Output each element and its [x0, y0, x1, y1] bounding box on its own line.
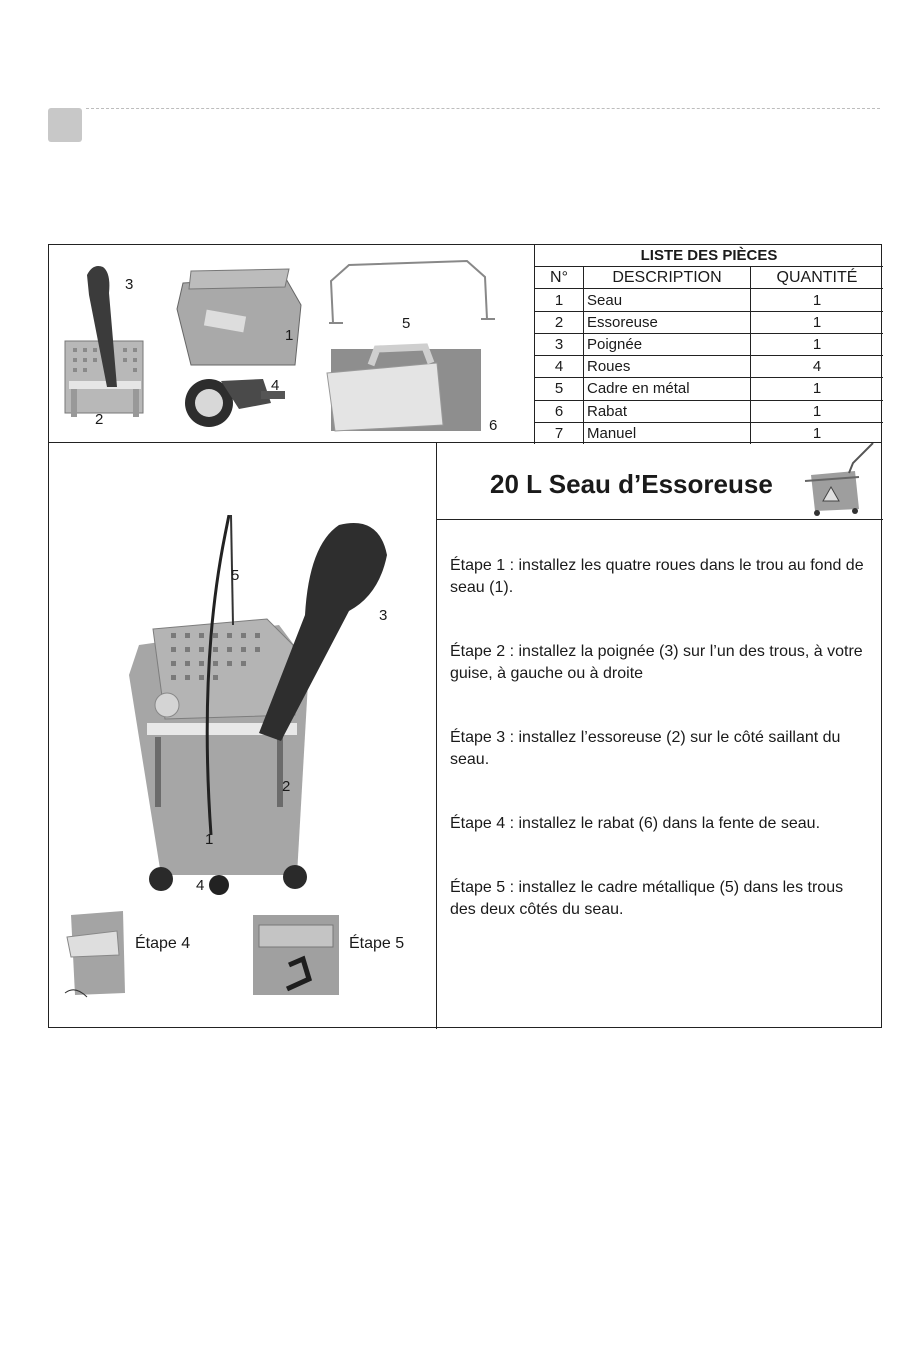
table-row	[535, 378, 884, 400]
table-row	[535, 356, 884, 378]
parts-illustrations	[53, 253, 523, 439]
step-3-text: Étape 3 : installez l’essoreuse (2) sur le côté saillant du seau.	[450, 729, 841, 768]
table-row	[535, 400, 884, 422]
step-4-text: Étape 4 : installez le rabat (6) dans la fente de seau.	[450, 815, 821, 832]
row-number: 3	[535, 333, 584, 355]
row-quantity: 1	[751, 378, 884, 400]
col-header-number: N°	[535, 267, 584, 289]
row-description: Rabat	[584, 400, 751, 422]
row-number: 7	[535, 422, 584, 444]
header-divider	[86, 108, 880, 109]
step-2-text: Étape 2 : installez la poignée (3) sur l’un des trous, à votre guise, à gauche ou à droite	[450, 643, 863, 682]
part-label-wringer: 2	[95, 411, 104, 428]
part-label-bucket: 1	[285, 327, 294, 344]
row-description: Roues	[584, 356, 751, 378]
step-4-image	[63, 911, 129, 999]
table-row	[535, 311, 884, 333]
row-number: 5	[535, 378, 584, 400]
part-label-frame: 5	[402, 315, 411, 332]
section-marker	[48, 108, 82, 142]
title-divider	[437, 519, 883, 520]
row-quantity: 1	[751, 333, 884, 355]
row-quantity: 1	[751, 289, 884, 311]
table-row	[535, 289, 884, 311]
step-1-text: Étape 1 : installez les quatre roues dans le trou au fond de seau (1).	[450, 557, 864, 596]
assembly-label-handle: 3	[379, 607, 388, 624]
parts-list-title: LISTE DES PIÈCES	[535, 245, 884, 267]
product-thumbnail	[801, 443, 881, 517]
col-header-description: DESCRIPTION	[584, 267, 751, 289]
assembly-label-wheel: 4	[196, 877, 205, 894]
steps-column-divider	[436, 442, 437, 1029]
step-4-caption: Étape 4	[135, 935, 191, 952]
col-header-quantity: QUANTITÉ	[751, 267, 884, 289]
table-row	[535, 333, 884, 355]
step-5-text: Étape 5 : installez le cadre métallique (5) dans les trous des deux côtés du seau.	[450, 879, 844, 918]
parts-list-table	[534, 245, 883, 444]
part-label-flap: 6	[489, 417, 498, 434]
row-quantity: 1	[751, 311, 884, 333]
step-5-caption: Étape 5	[349, 935, 405, 952]
assembly-label-bucket: 1	[205, 831, 214, 848]
table-row	[535, 422, 884, 444]
row-number: 4	[535, 356, 584, 378]
assembly-label-wringer: 2	[282, 778, 291, 795]
row-description: Manuel	[584, 422, 751, 444]
instruction-sheet	[48, 244, 882, 1028]
bucket-part-image	[177, 269, 301, 365]
row-description: Poignée	[584, 333, 751, 355]
step-5-image	[253, 915, 339, 995]
row-number: 1	[535, 289, 584, 311]
part-label-wheel: 4	[271, 377, 280, 394]
metal-frame-part-image	[331, 261, 487, 323]
product-title: 20 L Seau d’Essoreuse	[490, 469, 773, 499]
row-quantity: 1	[751, 400, 884, 422]
row-quantity: 4	[751, 356, 884, 378]
row-description: Seau	[584, 289, 751, 311]
assembly-label-frame: 5	[231, 567, 240, 584]
flap-part-image	[327, 347, 481, 431]
part-label-handle: 3	[125, 276, 134, 293]
row-number: 6	[535, 400, 584, 422]
row-number: 2	[535, 311, 584, 333]
row-description: Cadre en métal	[584, 378, 751, 400]
row-quantity: 1	[751, 422, 884, 444]
wheel-part-image	[185, 379, 285, 427]
assembled-bucket-image	[109, 515, 409, 905]
row-description: Essoreuse	[584, 311, 751, 333]
